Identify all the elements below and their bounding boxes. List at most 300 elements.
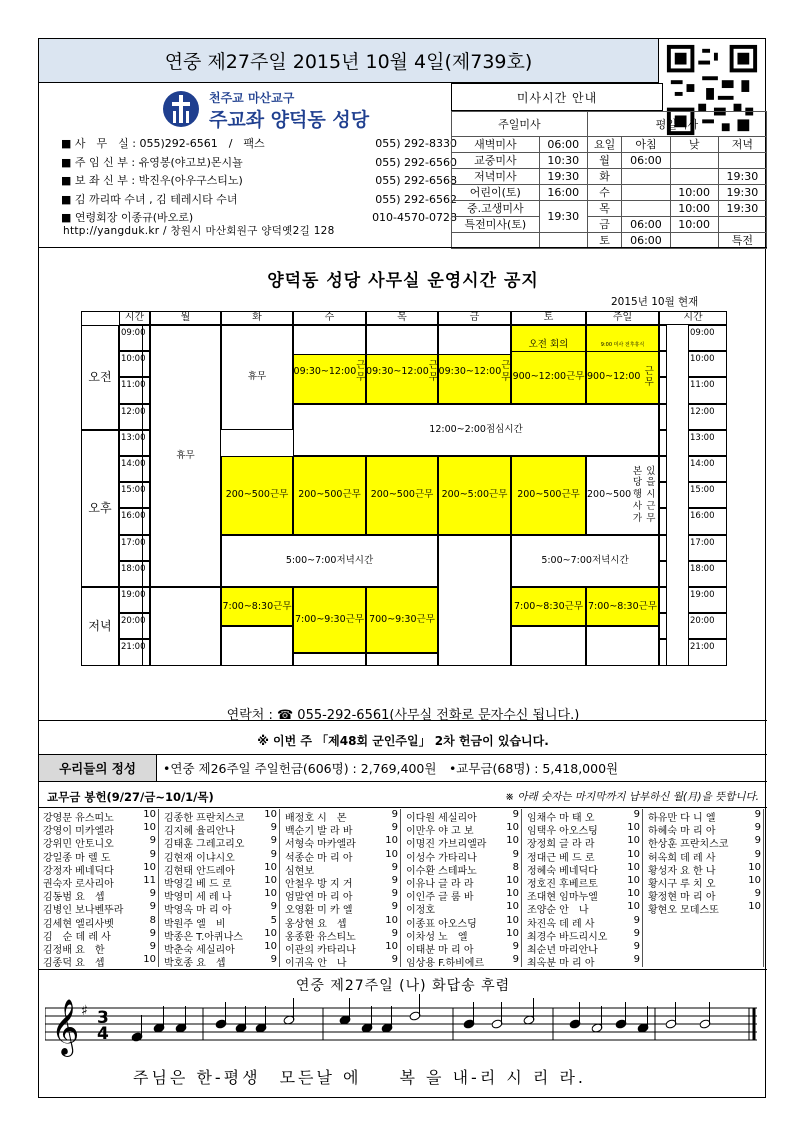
- schedule-cell: [293, 653, 366, 666]
- grid-gap: [142, 613, 150, 639]
- dinner-block: [221, 535, 438, 587]
- donor-month: 10: [627, 835, 640, 847]
- donor-name: 김동범 요 셉: [43, 892, 105, 902]
- grid-gap: [659, 351, 667, 377]
- mass-cell: 어린이(토): [452, 185, 540, 201]
- mass-cell: 금: [587, 217, 622, 233]
- schedule-text: 200~5:00: [441, 489, 490, 501]
- donor-row: [41, 875, 158, 888]
- donor-month: 9: [391, 954, 398, 966]
- office-hours-notice: [39, 247, 767, 721]
- donor-name: 한상훈 프란치스코: [648, 839, 729, 849]
- schedule-text: 근무: [561, 489, 580, 501]
- schedule-text: 시간: [683, 311, 703, 323]
- grid-gap: [659, 587, 667, 613]
- grid-gap: [659, 508, 667, 534]
- work-block: [293, 587, 366, 653]
- donor-row: [41, 888, 158, 901]
- donor-month: 9: [754, 835, 761, 847]
- office-contacts: [61, 135, 457, 228]
- time-label: [688, 351, 727, 377]
- donor-name: 장정희 글 라 라: [527, 839, 595, 849]
- donation-column: [283, 809, 401, 967]
- donor-name: 김종덕 요 셉: [43, 958, 105, 968]
- donor-month: 10: [627, 848, 640, 860]
- donation-note: ※ 아래 숫자는 마지막까지 납부하신 월(月)을 뜻합니다.: [505, 791, 759, 803]
- donor-month: 10: [748, 901, 761, 913]
- mass-cell: 토: [587, 233, 622, 249]
- contact-label: ■ 김 까리따 수녀 , 김 테레시타 수녀: [61, 192, 238, 206]
- schedule-text: 13:00: [690, 432, 715, 443]
- notice-title: 양덕동 성당 사무실 운영시간 공지: [267, 271, 539, 291]
- donor-month: 10: [264, 927, 277, 939]
- donor-name: 이차성 노 엘: [406, 931, 468, 941]
- donor-row: [283, 822, 400, 835]
- donor-name: 황성자 요 한 나: [648, 865, 716, 875]
- donor-month: 10: [627, 874, 640, 886]
- donor-name: 강위민 안토니오: [43, 839, 114, 849]
- donor-row: [525, 941, 642, 954]
- schedule-text: 본당행사가: [632, 465, 643, 525]
- donor-row: [525, 954, 642, 967]
- donor-month: 9: [391, 861, 398, 873]
- grid-gap: [659, 639, 667, 665]
- donor-name: 이다원 세실리아: [406, 813, 477, 823]
- donor-name: 강영이 미카엘라: [43, 826, 114, 836]
- grid-gap: [659, 613, 667, 639]
- donor-row: [404, 835, 521, 848]
- schedule-text: 근무: [269, 489, 289, 501]
- donor-name: 이인주 글 룸 바: [406, 892, 474, 902]
- donor-row: [646, 849, 763, 862]
- mass-cell: 19:30: [539, 201, 587, 233]
- schedule-cell: [438, 535, 511, 666]
- mass-cell: [622, 201, 670, 217]
- schedule-text: 21:00: [121, 642, 146, 653]
- donation-title: 교무금 봉헌(9/27/금~10/1/목): [47, 789, 214, 804]
- donation-column: [646, 809, 764, 967]
- mass-row: [452, 185, 767, 201]
- lunch-block: [293, 404, 659, 456]
- schedule-cell: [511, 626, 586, 665]
- grid-gap: [142, 404, 150, 430]
- time-label: [688, 587, 727, 613]
- church-emblem-icon: [159, 89, 203, 129]
- time-label: [688, 377, 727, 403]
- grid-gap: [659, 482, 667, 508]
- donor-month: 9: [633, 809, 640, 820]
- schedule-text: 13:00: [121, 432, 146, 443]
- schedule-text: 저녁: [88, 618, 112, 633]
- grid-gap: [659, 377, 667, 403]
- donor-row: [646, 888, 763, 901]
- mass-cell: 10:00: [670, 201, 718, 217]
- donor-month: 9: [754, 822, 761, 834]
- donor-month: 10: [506, 914, 519, 926]
- grid-gap: [142, 325, 150, 351]
- donor-name: 김병인 보나벤뚜라: [43, 905, 124, 915]
- donor-month: 10: [143, 822, 156, 834]
- donor-row: [162, 901, 279, 914]
- donor-name: 박영옥 마 리 아: [164, 905, 232, 915]
- period-label: [81, 430, 119, 587]
- contact-phone: 055) 292-6568: [375, 174, 457, 187]
- donor-name: 조양순 안 나: [527, 905, 589, 915]
- schedule-text: 수: [324, 311, 335, 323]
- donor-name: 황정현 마 리 아: [648, 892, 716, 902]
- section-divider: [39, 969, 767, 970]
- time-label: [688, 482, 727, 508]
- schedule-text: 근무: [428, 360, 438, 384]
- donor-row: [404, 901, 521, 914]
- donor-row: [41, 835, 158, 848]
- mass-cell: 저녁: [718, 137, 766, 153]
- donor-name: 이유나 글 라 라: [406, 878, 474, 889]
- donor-name: 정대근 베 드 로: [527, 852, 595, 862]
- donor-name: 권숙자 로사리아: [43, 878, 114, 889]
- time-label: [688, 325, 727, 351]
- donor-row: [41, 954, 158, 967]
- office-contact-row: [61, 172, 457, 191]
- donor-row: [646, 862, 763, 875]
- donor-row: [41, 809, 158, 822]
- svg-text:♯: ♯: [81, 1003, 88, 1019]
- schedule-text: 15:00: [121, 485, 146, 496]
- donor-month: 9: [512, 940, 519, 952]
- schedule-text: 21:00: [690, 642, 715, 653]
- donor-row: [646, 835, 763, 848]
- svg-text:3: 3: [97, 1008, 109, 1028]
- schedule-cell: [150, 587, 221, 666]
- schedule-text: 09:00: [690, 328, 715, 338]
- donor-month: 9: [391, 888, 398, 900]
- schedule-text: 7:00~9:30: [295, 613, 346, 625]
- donor-row: [404, 954, 521, 967]
- schedule-text: 저녁시간: [591, 554, 629, 566]
- schedule-text: 근무: [566, 371, 585, 383]
- contact-label: ■ 연령회장 이종규(바오로): [61, 211, 194, 224]
- donor-month: 10: [627, 822, 640, 834]
- schedule-text: 근무: [342, 489, 361, 501]
- mass-cell: [670, 153, 718, 169]
- mass-cell: 낮: [670, 137, 718, 153]
- donor-row: [404, 875, 521, 888]
- donor-name: 배정호 시 몬: [285, 813, 347, 823]
- schedule-text: 시간: [124, 311, 145, 323]
- donor-month: 10: [506, 888, 519, 900]
- donor-month: 10: [627, 861, 640, 873]
- schedule-text: 09:00: [121, 328, 146, 338]
- grid-gap: [659, 325, 667, 351]
- donor-name: 최옥분 마 리 아: [527, 958, 595, 968]
- work-block: [438, 456, 511, 535]
- donor-month: 9: [149, 927, 156, 939]
- donor-month: 9: [270, 954, 277, 966]
- donor-name: 옹상현 요 셉: [285, 918, 347, 928]
- mass-cell: 06:00: [539, 137, 587, 153]
- donor-row: [525, 809, 642, 822]
- schedule-text: 근무: [356, 360, 366, 384]
- donor-name: 이명진 가브리엘라: [406, 839, 487, 849]
- office-contact: 연락처 : ☎ 055-292-6561(사무실 전화로 문자수신 됩니다.): [226, 708, 580, 723]
- donor-row: [41, 862, 158, 875]
- donor-month: 10: [506, 822, 519, 834]
- donation-column: [162, 809, 280, 967]
- donor-row: [41, 822, 158, 835]
- schedule-text: 200~500: [370, 489, 415, 501]
- donor-month: 10: [385, 914, 398, 926]
- grid-gap: [142, 587, 150, 613]
- schedule-text: 12:00: [121, 406, 146, 417]
- grid-gap: [659, 535, 667, 561]
- donor-name: 임상용 F.하비에르: [406, 958, 485, 968]
- donor-name: 박춘숙 세실리아: [164, 944, 235, 955]
- schedule-text: 09:30~12:00: [293, 366, 357, 378]
- donor-name: 강영문 유스띠노: [43, 813, 114, 823]
- mass-cell: 19:30: [718, 201, 766, 217]
- donor-row: [162, 941, 279, 954]
- notice-date: 2015년 10월 현재: [611, 296, 699, 308]
- donor-name: 김종한 프란치스코: [164, 813, 245, 823]
- donor-name: 최순년 마리안나: [527, 944, 598, 955]
- donor-name: 엄말연 마 리 아: [285, 892, 353, 902]
- schedule-text: 금: [469, 311, 480, 323]
- donor-month: 9: [512, 809, 519, 820]
- donor-month: 10: [506, 874, 519, 886]
- schedule-cell: [586, 626, 659, 665]
- schedule-text: 있을 시 근무: [646, 465, 656, 525]
- donor-row: [162, 809, 279, 822]
- period-label: [81, 325, 119, 430]
- donor-name: 안철우 방 지 거: [285, 878, 353, 889]
- donor-month: 10: [627, 888, 640, 900]
- schedule-text: 14:00: [690, 459, 715, 469]
- donor-row: [162, 849, 279, 862]
- donor-name: 최경수 바드리시오: [527, 931, 608, 941]
- work-block: [511, 351, 586, 403]
- donor-row: [525, 862, 642, 875]
- schedule-cell: [293, 325, 366, 355]
- mass-row: [452, 137, 767, 153]
- schedule-text: 근무: [345, 613, 364, 625]
- donor-row: [162, 928, 279, 941]
- psalm-title: 연중 제27주일 (나) 화답송 후렴: [295, 978, 511, 994]
- second-collection-notice: ※ 이번 주 「제48회 군인주일」 2차 헌금이 있습니다.: [257, 734, 549, 748]
- donor-month: 10: [264, 874, 277, 886]
- parish-name: 주교좌 양덕동 성당: [209, 109, 370, 131]
- donor-name: 서형숙 마카엘라: [285, 839, 356, 849]
- donor-row: [525, 901, 642, 914]
- mass-cell: 목: [587, 201, 622, 217]
- donor-row: [525, 822, 642, 835]
- schedule-text: 700~9:30: [369, 613, 417, 625]
- schedule-text: 200~500: [517, 489, 562, 501]
- donor-name: 박영미 세 레 나: [164, 892, 232, 902]
- mass-cell: 아침: [622, 137, 670, 153]
- donor-row: [41, 901, 158, 914]
- svg-text:𝄞: 𝄞: [51, 999, 80, 1055]
- day-off: [150, 325, 221, 587]
- mass-times-table: [451, 111, 767, 249]
- donor-row: [283, 875, 400, 888]
- donor-month: 10: [143, 809, 156, 820]
- donation-column: [525, 809, 643, 967]
- grid-gap: [659, 561, 667, 587]
- work-block: [511, 587, 586, 626]
- svg-text:4: 4: [97, 1024, 109, 1044]
- schedule-cell: [221, 626, 293, 665]
- schedule-text: 7:00~8:30: [222, 600, 274, 612]
- mass-cell: 저녁미사: [452, 169, 540, 185]
- donor-month: 9: [149, 940, 156, 952]
- contact-label: ■ 사 무 실 : 055)292-6561 / 팩스: [61, 137, 265, 150]
- contact-phone: 055) 292-6562: [375, 192, 457, 206]
- donor-month: 11: [143, 874, 156, 886]
- work-block: [511, 456, 586, 535]
- donor-row: [162, 954, 279, 967]
- donor-month: 10: [506, 901, 519, 913]
- weekday-mass-header: 평일미사: [587, 112, 766, 137]
- schedule-text: 근무: [644, 365, 654, 389]
- donor-name: 박호종 요 셉: [164, 958, 226, 968]
- donor-month: 10: [143, 954, 156, 966]
- schedule-text: 7:00~8:30: [588, 600, 639, 612]
- donor-row: [162, 822, 279, 835]
- donor-row: [283, 849, 400, 862]
- donor-month: 9: [633, 954, 640, 966]
- time-label: [688, 561, 727, 587]
- schedule-text: 근무: [501, 360, 511, 384]
- schedule-text: 5:00~7:00: [285, 554, 337, 566]
- donor-row: [525, 875, 642, 888]
- donor-row: [646, 928, 763, 941]
- donor-row: [646, 875, 763, 888]
- schedule-text: 휴무: [176, 450, 195, 462]
- donor-row: [404, 822, 521, 835]
- donor-row: [41, 941, 158, 954]
- grid-gap: [659, 404, 667, 430]
- donor-month: 10: [264, 809, 277, 820]
- donor-month: 10: [748, 874, 761, 886]
- donor-name: 강일종 마 렐 도: [43, 852, 111, 862]
- donor-row: [283, 809, 400, 822]
- schedule-cell: [366, 325, 438, 355]
- donor-month: 9: [270, 835, 277, 847]
- donor-month: 9: [633, 914, 640, 926]
- donor-name: 황시구 루 치 오: [648, 878, 716, 889]
- donor-month: 10: [506, 835, 519, 847]
- schedule-text: 점심시간: [485, 423, 523, 435]
- schedule-text: 오후: [88, 500, 112, 515]
- mass-cell: [622, 185, 670, 201]
- donor-row: [41, 849, 158, 862]
- donor-name: 박영길 베 드 로: [164, 878, 232, 889]
- sunday-mass-header: 주일미사: [452, 112, 588, 137]
- donor-row: [525, 928, 642, 941]
- donor-row: [525, 915, 642, 928]
- mass-cell: 특전미사(토): [452, 217, 540, 233]
- schedule-text: 17:00: [690, 537, 715, 548]
- donor-name: 옹종환 유스티노: [285, 931, 356, 941]
- donor-name: 이귀옥 안 나: [285, 958, 347, 968]
- donor-month: 8: [149, 914, 156, 926]
- donor-row: [162, 915, 279, 928]
- schedule-text: 근무: [489, 489, 508, 501]
- donor-month: 8: [512, 861, 519, 873]
- donor-row: [283, 928, 400, 941]
- donor-name: 이만우 야 고 보: [406, 826, 474, 836]
- schedule-text: 월: [180, 311, 191, 323]
- donor-name: 김세현 엘리사벳: [43, 918, 114, 928]
- time-label: [688, 613, 727, 639]
- donor-row: [646, 915, 763, 928]
- donor-month: 10: [143, 861, 156, 873]
- donor-name: 이관의 카타리나: [285, 944, 356, 955]
- mass-row: [452, 201, 767, 217]
- donor-name: 임채수 마 태 오: [527, 813, 595, 823]
- schedule-text: 16:00: [690, 511, 715, 522]
- schedule-text: 휴식: [634, 341, 645, 348]
- schedule-text: 9:00 미사 전후: [600, 341, 635, 348]
- offering-label: 우리들의 정성: [39, 755, 157, 781]
- donor-month: 9: [391, 874, 398, 886]
- schedule-text: 900~12:00: [512, 371, 567, 383]
- donor-month: 10: [506, 927, 519, 939]
- donor-month: 9: [754, 809, 761, 820]
- donor-name: 이수환 스테파노: [406, 865, 477, 875]
- donor-month: 9: [270, 848, 277, 860]
- donor-name: 허옥희 데 레 사: [648, 852, 716, 862]
- donor-row: [41, 915, 158, 928]
- contact-phone: 055) 292-6560: [375, 155, 457, 169]
- work-block: [366, 456, 438, 535]
- schedule-text: 19:00: [690, 590, 715, 600]
- donor-month: 9: [512, 848, 519, 860]
- schedule-text: 화: [252, 311, 262, 323]
- offering-value: •연중 제26주일 주일헌금(606명) : 2,769,400원 •교무금(68명) : 5,418,000원: [163, 761, 619, 776]
- schedule-text: 09:30~12:00: [438, 366, 502, 378]
- donor-name: 황현오 모데스또: [648, 905, 719, 915]
- schedule-text: 18:00: [121, 563, 146, 574]
- schedule-text: 200~500: [298, 489, 343, 501]
- time-label: [688, 639, 727, 665]
- grid-gap: [142, 508, 150, 534]
- offering-summary: [39, 754, 767, 782]
- donor-row: [404, 941, 521, 954]
- donor-row: [162, 875, 279, 888]
- donor-name: 오영환 미 카 엘: [285, 905, 353, 915]
- schedule-text: 200~500: [587, 489, 632, 501]
- contact-phone: 055) 292-8330: [375, 137, 457, 150]
- donor-month: 9: [633, 940, 640, 952]
- donor-month: 9: [270, 822, 277, 834]
- donor-row: [283, 954, 400, 967]
- donor-month: 9: [512, 954, 519, 966]
- schedule-text: 15:00: [690, 485, 715, 496]
- donor-month: 10: [748, 861, 761, 873]
- grid-gap: [142, 639, 150, 665]
- donor-row: [646, 954, 763, 967]
- mass-cell: 19:30: [539, 169, 587, 185]
- donor-month: 10: [627, 901, 640, 913]
- schedule-text: 11:00: [121, 380, 146, 391]
- schedule-text: 200~500: [225, 489, 270, 501]
- mass-cell: [622, 169, 670, 185]
- contact-phone: 010-4570-0728: [372, 211, 457, 224]
- office-hours-schedule: [81, 311, 727, 696]
- schedule-text: 09:30~12:00: [366, 366, 429, 378]
- donor-month: 9: [149, 835, 156, 847]
